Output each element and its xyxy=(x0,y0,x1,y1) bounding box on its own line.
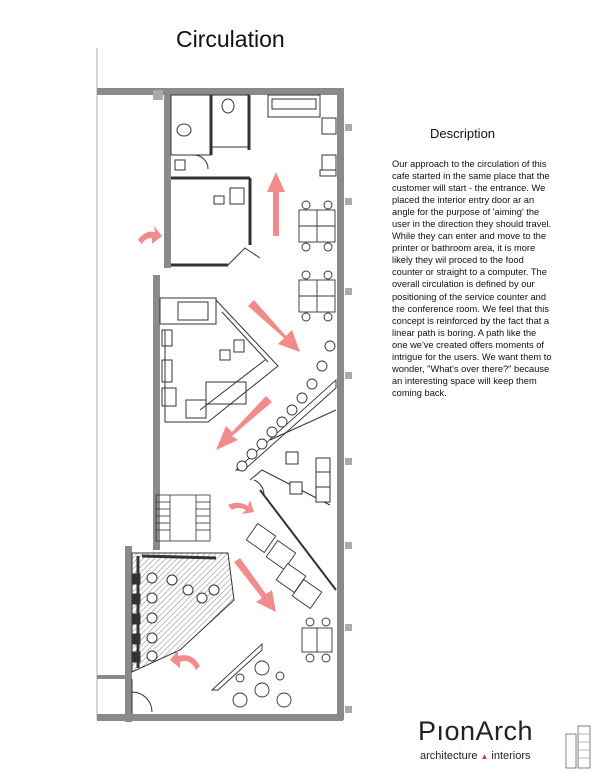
entry-wall xyxy=(97,675,132,679)
arrow-southeast-2 xyxy=(234,558,276,612)
west-wall-lower xyxy=(125,546,132,722)
computer-stations-top xyxy=(320,118,336,176)
description-body: Our approach to the circulation of this cafe started in the same place that the customer will start - the entrance. We placed the interior entry door ar an angle for the purpose of 'aiming' the user in the direction they should travel. While they can enter and move to the printer or bathroom area, it is more likely they wil proced to the food counter or straight to a computer. The overall circulation is defined by our positioning of the service counter and the conference room. We feel that this concept is reinforced by the fact that a linear path is boring. A path like the one we've created offers moments of intrigue for the users. We want them to wonder, "What's over there?" because an interesting space will keep them coming back. xyxy=(392,159,552,398)
dining-tables-upper xyxy=(299,201,335,321)
dining-tables-middle xyxy=(246,523,321,608)
north-wall xyxy=(97,88,343,95)
computer-lab xyxy=(132,553,234,672)
logo-name: PıonArch xyxy=(418,716,534,746)
page-title: Circulation xyxy=(176,26,285,52)
building-icon xyxy=(558,720,598,770)
arrow-southeast-1 xyxy=(248,300,300,352)
stairs xyxy=(156,495,210,541)
toilet-2 xyxy=(177,124,191,136)
triangle-icon: ▲ xyxy=(480,752,489,761)
west-wall-upper xyxy=(164,88,171,268)
logo-tagline xyxy=(420,750,531,762)
arrow-north xyxy=(267,172,285,236)
toilet-1 xyxy=(222,99,234,113)
arrow-entry-upper xyxy=(138,226,162,244)
pionarch-logo xyxy=(418,716,596,772)
arrow-stairs xyxy=(228,500,254,514)
conference-room xyxy=(250,410,336,590)
printer-counter xyxy=(268,95,320,117)
logo-tagline-right: interiors xyxy=(491,750,531,762)
restroom-zone xyxy=(171,95,320,265)
description-heading: Description xyxy=(430,126,496,141)
east-wall xyxy=(337,88,344,720)
lower-lounge xyxy=(212,618,332,707)
south-wall xyxy=(97,714,343,721)
entry-door xyxy=(132,679,152,714)
logo-tagline-left: architecture xyxy=(420,750,478,762)
